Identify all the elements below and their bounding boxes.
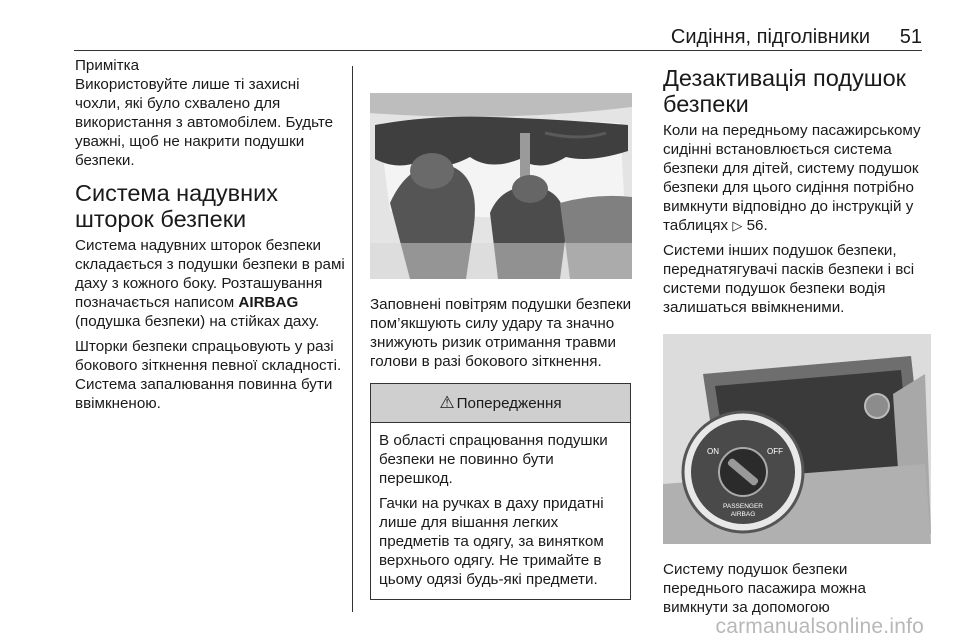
warning-box xyxy=(370,383,631,600)
column-middle xyxy=(370,56,632,600)
warning-paragraph-1: В області спрацювання подушки безпеки не повинно бути перешкод. xyxy=(379,432,608,487)
deactivation-paragraph-2: Системи інших подушок безпеки, переднатягувачі пасків безпеки і всі системи подушок безпеки водія залишаться ввімкненими. xyxy=(663,242,915,316)
figure-caption: Заповнені повітрям подушки безпеки пом’якшують силу удару та значно знижують ризик отримання травми голови в разі бокового зіткнення. xyxy=(370,296,632,370)
curtain-airbag-heading: Система надувних шторок безпеки xyxy=(75,180,279,232)
deactivation-paragraph-3: Систему подушок безпеки переднього пасажира можна вимкнути за допомогою xyxy=(663,561,866,616)
column-divider xyxy=(352,66,353,612)
warning-body xyxy=(371,423,630,599)
warning-paragraph-2: Гачки на ручках в даху придатні лише для вішання легких предметів та одягу, за винятком верхнього одягу. Не тримайте в цьому одязі будь-які предмети. xyxy=(379,495,604,588)
note-text: Використовуйте лише ті захисні чохли, які було схвалено для використання з автомобілем. Будьте уважні, щоб не накрити подушки безпеки. xyxy=(75,76,334,169)
warning-triangle-icon: ⚠ xyxy=(439,393,455,412)
curtain-airbag-image xyxy=(370,93,632,279)
page-reference-icon: ▷ xyxy=(732,218,743,233)
curtain-airbag-paragraph-2: Шторки безпеки спрацьовують у разі бокового зіткнення певної складності. Система запалювання повинна бути ввімкненою. xyxy=(75,338,342,412)
switch-airbag-label: AIRBAG xyxy=(730,511,756,518)
airbag-deactivation-heading: Дезактивація подушок безпеки xyxy=(663,65,906,117)
warning-title: Попередження xyxy=(456,394,562,412)
page-header xyxy=(0,0,960,52)
page-number: 51 xyxy=(899,26,922,48)
switch-passenger-label: PASSENGER xyxy=(723,503,763,510)
header-divider xyxy=(74,50,922,51)
warning-header xyxy=(371,384,630,423)
airbag-switch-image xyxy=(663,334,931,544)
deactivation-paragraph-1: Коли на передньому пасажирському сидінні встановлюється система безпеки для дітей, систему подушок безпеки для цього сидіння потрібно вимкнути відповідно до інструкцій у таблицях ▷ 56. xyxy=(663,122,921,234)
note-label: Примітка xyxy=(75,57,140,74)
switch-off-label: OFF xyxy=(767,447,783,456)
curtain-airbag-paragraph-1: Система надувних шторок безпеки складається з подушки безпеки в рамі даху з кожного боку. Розташування позначається написом AIRBAG (подушка безпеки) на стійках даху. xyxy=(75,237,345,330)
column-left xyxy=(75,56,347,413)
column-right xyxy=(663,56,931,617)
section-title: Сидіння, підголівники xyxy=(670,26,870,48)
switch-on-label: ON xyxy=(707,447,719,456)
airbag-marking: AIRBAG xyxy=(238,294,299,311)
watermark-text: carmanualsonline.info xyxy=(715,615,924,638)
